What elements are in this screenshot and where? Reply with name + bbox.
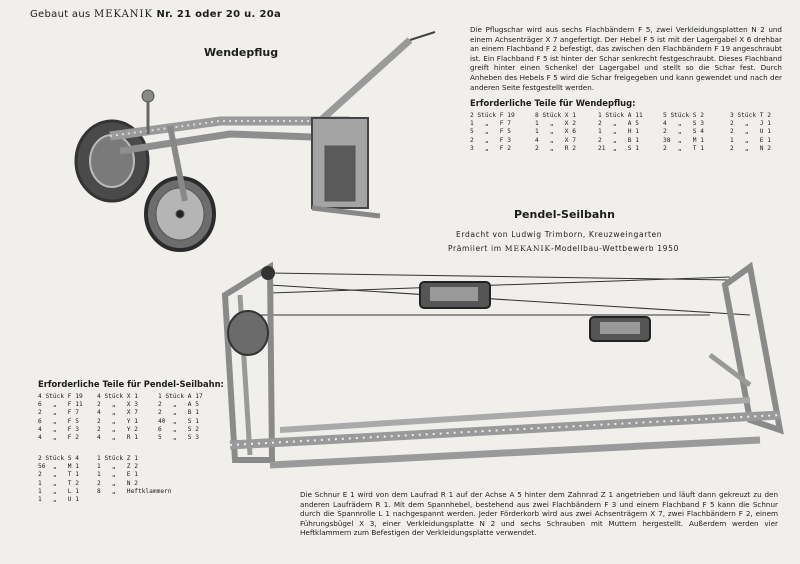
plough-parts-col-5: 3 Stück T 2 2 „ J 1 2 „ U 1 1 „ E 1 2 „ N 2 [730, 112, 771, 152]
cableway-parts-heading: Erforderliche Teile für Pendel-Seilbahn: [38, 379, 224, 389]
plough-illustration [50, 26, 450, 256]
cableway-title: Pendel-Seilbahn [514, 208, 615, 221]
brand-logo-small: MEKANIK [504, 244, 552, 253]
cableway-credit-award: Prämiiert im MEKANIK-Modellbau-Wettbewerb 1950 [448, 244, 679, 253]
plough-parts-col-1: 2 Stück F 19 1 „ F 7 5 „ F 5 2 „ F 3 3 „ F 2 [470, 112, 515, 152]
cableway-illustration [190, 255, 790, 480]
cableway-parts-col-1: 4 Stück F 19 6 „ F 11 2 „ F 7 6 „ F 5 4 „ F 3 4 „ F 2 [38, 393, 83, 442]
cableway-parts-col-4: 2 Stück S 4 56 „ M 1 2 „ T 1 1 „ T 2 1 „ L 1 1 „ U 1 [38, 455, 79, 504]
plough-description: Die Pflugschar wird aus sechs Flachbändern F 5, zwei Verkleidungsplatten N 2 und einem Achsenträger X 7 angefertigt. Der Hebel F 5 ist mit der Lagergabel X 6 drehbar an einem Flachband F 2 befestigt, das zwischen den Flachbändern F 19 angeschraubt ist. Ein Flachband F 5 ist hinter der Schar senkrecht festgeschraubt. Dieses Flachband greift hinter einen Schenkel der Lagergabel und stellt so die Schar fest. Durch Anheben des Hebels F 5 wird die Schar freigegeben und kann gewendet und nach der anderen Seite festgestellt werden. [470, 25, 782, 92]
plough-parts-col-3: 1 Stück A 11 2 „ A 5 1 „ H 1 2 „ B 1 21 „ S 1 [598, 112, 643, 152]
cableway-parts-col-3: 1 Stück A 17 2 „ A 5 2 „ B 1 40 „ S 1 6 „ S 2 5 „ S 3 [158, 393, 203, 442]
plough-title: Wendepflug [204, 46, 279, 59]
plough-parts-col-4: 5 Stück S 2 4 „ S 3 2 „ S 4 38 „ M 1 2 „ T 1 [663, 112, 704, 152]
plough-parts-heading: Erforderliche Teile für Wendepflug: [470, 98, 636, 108]
cableway-description: Die Schnur E 1 wird von dem Laufrad R 1 auf der Achse A 5 hinter dem Zahnrad Z 1 angetrieben und läuft dann gekreuzt zu den anderen Laufrädern R 1. Mit dem Spannhebel, bestehend aus zwei Flachbändern F 3 und einem Flachband F 5 kann die Schnur durch die Spannrolle L 1 nachgespannt werden. Jeder Förderkorb wird aus zwei Achsenträgern X 7, zwei Flachbändern F 2, einem Führungsbügel X 3, einer Verkleidungsplatte N 2 und sechs Schrauben mit Muttern hergestellt. Außerdem werden vier Heftklammern zum Befestigen der Verkleidungsplatte verwendet. [300, 490, 778, 538]
plough-parts-col-2: 8 Stück X 1 1 „ X 2 1 „ X 6 4 „ X 7 2 „ R 2 [535, 112, 576, 152]
model-number: Nr. 21 oder 20 u. 20a [156, 9, 282, 20]
cableway-credit-author: Erdacht von Ludwig Trimborn, Kreuzweingarten [456, 230, 663, 239]
page-header: Gebaut aus MEKANIK Nr. 21 oder 20 u. 20a [30, 9, 282, 20]
cableway-parts-col-5: 1 Stück Z 1 1 „ Z 2 1 „ E 1 2 „ N 2 8 „ Heftklammern [97, 455, 172, 495]
brand-logo: MEKANIK [93, 9, 153, 20]
cableway-parts-col-2: 4 Stück X 1 2 „ X 3 4 „ X 7 2 „ Y 1 2 „ Y 2 4 „ R 1 [97, 393, 138, 442]
